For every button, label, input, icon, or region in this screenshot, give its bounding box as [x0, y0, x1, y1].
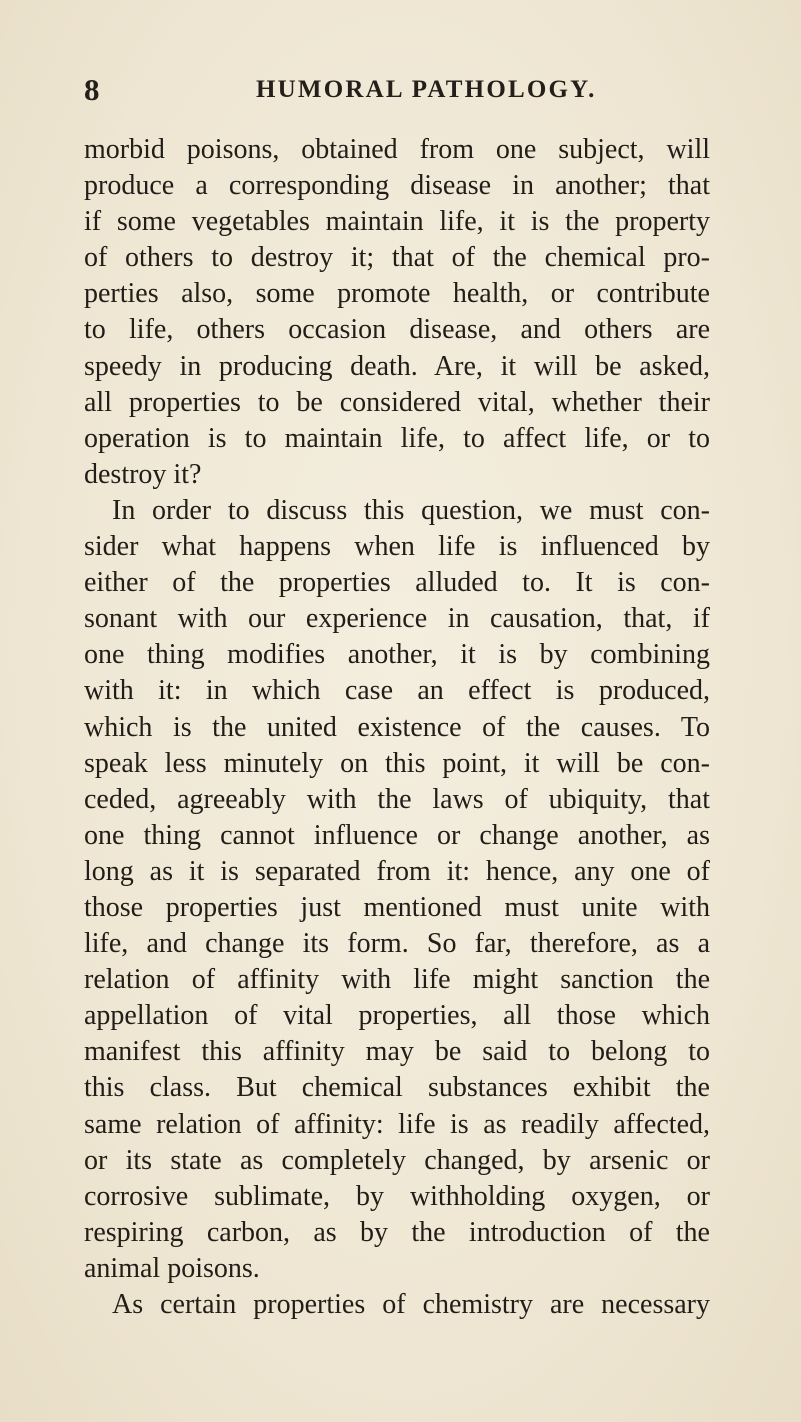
text-line: of others to destroy it; that of the chemical pro- — [84, 242, 710, 274]
text-line: which is the united existence of the causes. To — [84, 711, 710, 743]
text-line: ceded, agreeably with the laws of ubiquity, that — [84, 783, 710, 815]
text-line: one thing modifies another, it is by combining — [84, 639, 710, 671]
text-line: operation is to maintain life, to affect life, or to — [84, 422, 710, 454]
page-number: 8 — [84, 72, 100, 107]
text-line: perties also, some promote health, or contribute — [84, 278, 710, 310]
text-line: speedy in producing death. Are, it will be asked, — [84, 350, 710, 382]
text-line: if some vegetables maintain life, it is the property — [84, 206, 710, 238]
paragraph-start-line: In order to discuss this question, we must con- — [112, 494, 710, 526]
paragraph-start-line: As certain properties of chemistry are necessary — [112, 1289, 710, 1320]
body-text — [84, 132, 710, 1323]
text-line: long as it is separated from it: hence, any one of — [84, 855, 710, 887]
text-line: manifest this affinity may be said to belong to — [84, 1036, 710, 1068]
text-line: appellation of vital properties, all those which — [84, 1000, 710, 1032]
text-line: sonant with our experience in causation, that, if — [84, 603, 710, 635]
text-line: speak less minutely on this point, it will be con- — [84, 747, 710, 779]
page-header — [84, 68, 724, 112]
text-line: same relation of affinity: life is as readily affected, — [84, 1108, 710, 1140]
text-line: either of the properties alluded to. It is con- — [84, 567, 710, 599]
text-line: or its state as completely changed, by arsenic or — [84, 1144, 710, 1176]
text-line: to life, others occasion disease, and others are — [84, 314, 710, 346]
text-line: respiring carbon, as by the introduction of the — [84, 1216, 710, 1248]
text-line: corrosive sublimate, by withholding oxygen, or — [84, 1180, 710, 1212]
text-line: destroy it? — [84, 458, 202, 490]
text-line: all properties to be considered vital, whether their — [84, 386, 710, 418]
text-line: morbid poisons, obtained from one subject, will — [84, 134, 710, 165]
text-line: this class. But chemical substances exhibit the — [84, 1072, 710, 1104]
text-line: animal poisons. — [84, 1252, 260, 1284]
text-line: produce a corresponding disease in another; that — [84, 170, 710, 202]
text-line: sider what happens when life is influenced by — [84, 531, 710, 563]
text-line: those properties just mentioned must unite with — [84, 891, 710, 923]
text-line: relation of affinity with life might sanction the — [84, 964, 710, 996]
text-line: life, and change its form. So far, therefore, as a — [84, 928, 710, 960]
running-head: HUMORAL PATHOLOGY. — [256, 76, 597, 103]
text-line: with it: in which case an effect is produced, — [84, 675, 710, 707]
text-line: one thing cannot influence or change another, as — [84, 819, 710, 851]
